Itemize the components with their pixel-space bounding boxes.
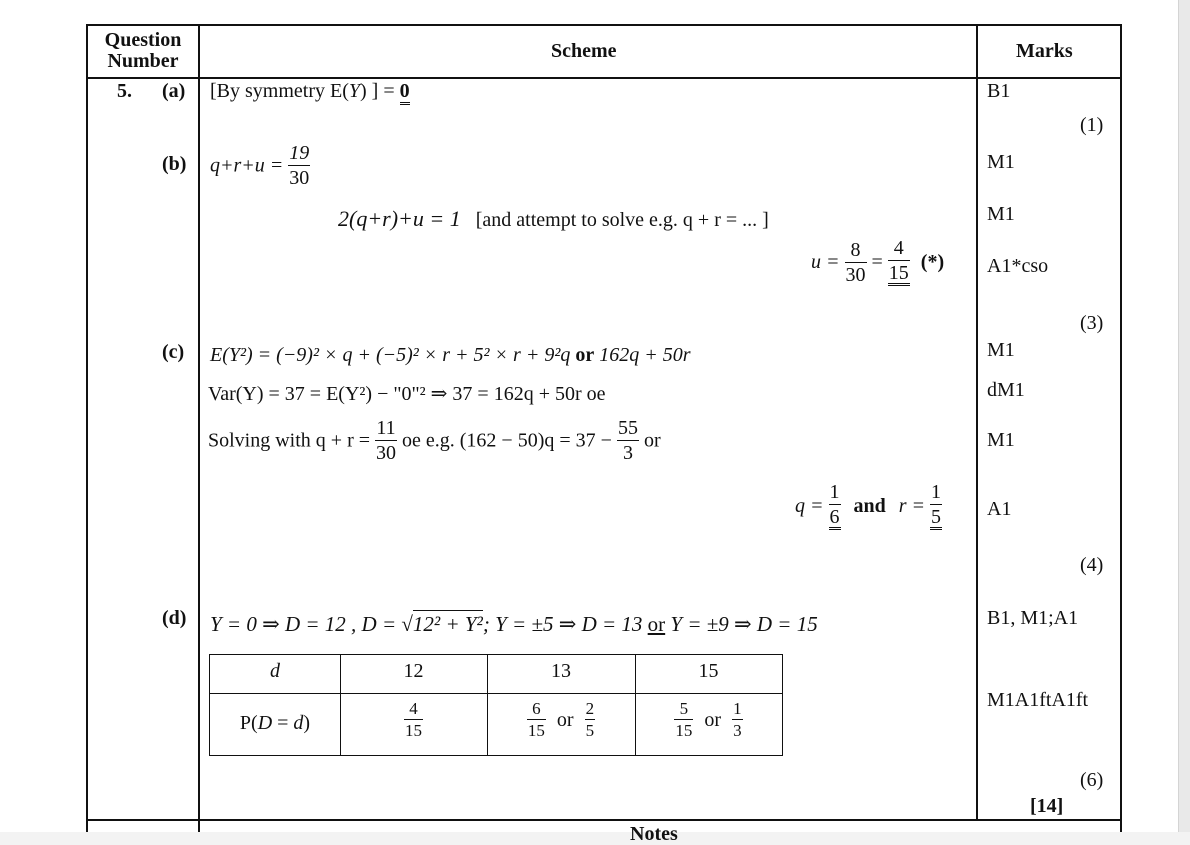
part-b-line2: 2(q+r)+u = 1 [and attempt to solve e.g. q + r = ... ] xyxy=(338,206,769,231)
part-b-mark2: M1 xyxy=(987,203,1015,225)
part-c-line3: Solving with q + r = $\frac{11}{30}$ oe e.g. (162 − 50)q = 37 − $\frac{55}{3}$ or xyxy=(208,417,661,464)
header-marks: Marks xyxy=(1016,40,1073,62)
column-divider-2 xyxy=(976,24,978,820)
part-b-mark3: A1*cso xyxy=(987,255,1049,277)
distribution-table xyxy=(209,654,783,756)
part-a-answer: 0 xyxy=(400,80,410,105)
grand-total: [14] xyxy=(1030,795,1064,817)
header-scheme: Scheme xyxy=(551,40,617,62)
header-bottom-border xyxy=(86,77,1121,79)
table-header-13: 13 xyxy=(551,660,571,682)
part-b-line3: u = $\frac{8}{30}$ = $\frac{4}{15}$ (*) xyxy=(811,237,945,286)
table-header-d: d xyxy=(270,660,280,682)
table-row-label: P(D = d) xyxy=(239,712,311,734)
part-a-scheme: [By symmetry E(Y) ] = 0 xyxy=(210,81,410,101)
part-c-line4: q = $\frac{1}{6}$ and r = $\frac{1}{5}$ xyxy=(795,481,942,528)
part-d-total: (6) xyxy=(1080,769,1104,791)
part-d-line1: Y = 0 ⇒ D = 12 , D = √12² + Y²; Y = ±5 ⇒ D = 13 or Y = ±9 ⇒ D = 15 xyxy=(210,612,818,636)
table-header-12: 12 xyxy=(403,660,424,682)
part-c-mark4: A1 xyxy=(987,498,1012,520)
viewer-scroll-edge xyxy=(1178,0,1190,832)
part-d-label: (d) xyxy=(162,607,187,629)
part-a-mark: B1 xyxy=(987,80,1011,102)
table-header-15: 15 xyxy=(698,660,719,682)
part-c-line2: Var(Y) = 37 = E(Y²) − "0"² ⇒ 37 = 162q + 50r oe xyxy=(208,383,606,405)
part-a-label: (a) xyxy=(162,80,186,102)
table-left-border xyxy=(86,24,88,832)
part-c-mark1: M1 xyxy=(987,339,1015,361)
part-c-label: (c) xyxy=(162,341,185,363)
header-question-number: Question Number xyxy=(104,29,182,72)
part-b-line1: q+r+u = $\frac{19}{30}$ xyxy=(210,142,310,189)
notes-divider xyxy=(86,819,1121,821)
table-top-border xyxy=(86,24,1121,26)
column-divider-1 xyxy=(198,24,200,832)
part-c-total: (4) xyxy=(1080,554,1104,576)
part-b-mark1: M1 xyxy=(987,151,1015,173)
table-cell-15: $\frac{5}{15}$ or $\frac{1}{3}$ xyxy=(675,699,742,740)
table-right-border xyxy=(1120,24,1122,832)
part-c-line1: E(Y²) = (−9)² × q + (−5)² × r + 5² × r + 9²q or 162q + 50r xyxy=(210,344,691,366)
table-cell-13: $\frac{6}{15}$ or $\frac{2}{5}$ xyxy=(527,699,595,740)
table-cell-12: $\frac{4}{15}$ xyxy=(405,699,422,740)
part-c-mark2: dM1 xyxy=(987,379,1025,401)
part-d-mark2: M1A1ftA1ft xyxy=(987,689,1089,711)
question-number: 5. xyxy=(117,80,132,102)
notes-header: Notes xyxy=(630,823,678,845)
part-c-mark3: M1 xyxy=(987,429,1015,451)
part-d-mark1: B1, M1;A1 xyxy=(987,607,1079,629)
part-b-total: (3) xyxy=(1080,312,1104,334)
part-b-label: (b) xyxy=(162,153,187,175)
part-a-total: (1) xyxy=(1080,114,1104,136)
